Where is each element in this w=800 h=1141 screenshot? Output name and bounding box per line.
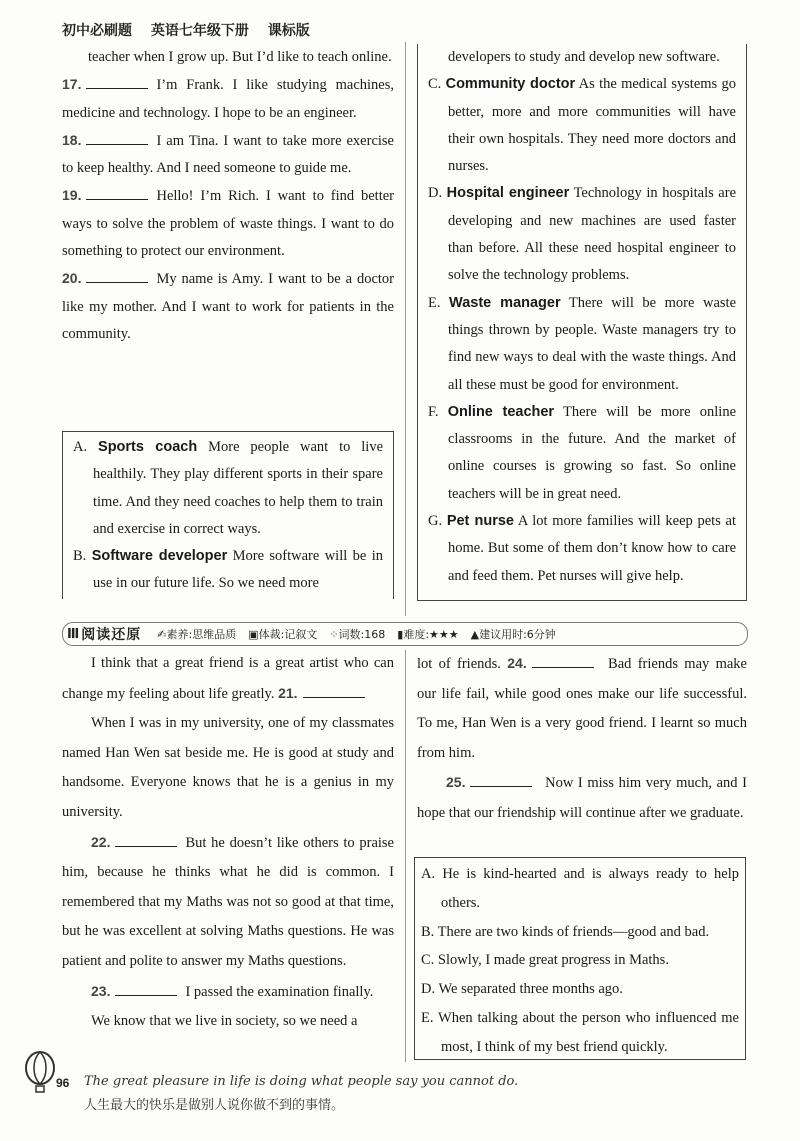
option-item [428,399,736,508]
paragraph-text: I think that a great friend is a great artist who can change my feeling about life greatly. [62,655,394,702]
option-title: Software developer [91,548,228,565]
page-header [62,20,762,40]
answer-blank[interactable] [115,983,177,996]
book-name: 初中必刷题 [62,23,132,39]
paragraph-text: We know that we live in society, so we need a [91,1013,358,1030]
choice-text: We separated three months ago. [438,981,623,998]
option-item [428,71,736,180]
option-b-continuation: developers to study and develop new software. [448,49,720,65]
answer-blank[interactable] [86,187,148,200]
answer-blank[interactable] [303,685,365,698]
passage-paragraph [62,977,394,1008]
paragraph-text: But he doesn’t like others to praise him, because he thinks what he did is common. I remembered that my Maths was not so good at that time, but he was excellent at solving Maths questions. He was patient and polite to answer my Maths questions. [62,834,394,969]
page-number: 96 [56,1076,70,1090]
question-number: 17. [62,76,82,93]
choice-text: He is kind-hearted and is always ready to help others. [441,866,740,911]
passage-paragraph: lot of friends. 24. Bad friends may make our life fail, while good ones make our life successful. To me, Han Wen is a very good friend. I learnt so much from him. [417,655,747,761]
choice-item [421,1004,739,1062]
choice-text: Slowly, I made great progress in Maths. [437,952,669,969]
choice-text: There are two kinds of friends—good and bad. [437,923,710,940]
section-title: 阅读还原 [81,627,142,643]
option-title: Community doctor [445,76,576,93]
answer-blank-25[interactable] [470,774,532,787]
option-title: Pet nurse [446,513,514,530]
option-text: There will be more online classrooms in the future. And the market of online courses is growing so fast. So online teachers will be in great need. [448,403,736,502]
option-letter: G. [428,513,443,530]
meta-quality: ✍素养:思维品质 [157,628,237,641]
top-left-column [62,44,394,348]
answer-blank[interactable] [115,834,177,847]
option-text: As the medical systems go better, more and more communities will have their own hospitals. They need more doctors and nurses. [448,76,736,175]
option-title: Hospital engineer [446,185,570,202]
passage-paragraph: 25. Now I miss him very much, and I hope that our friendship will continue after we graduate. [417,774,747,821]
answer-blank-24[interactable] [532,655,594,668]
option-text: A lot more families will keep pets at home. But some of them don’t know how to care and feed them. Pet nurses will give help. [448,513,736,584]
answer-blank[interactable] [86,270,148,283]
option-text: More people want to live healthily. They play different sports in their spare time. And they need coaches to help them to train and exercise in correct ways. [93,439,384,537]
subject-name: 英语七年级下册 [150,23,249,39]
section-bar-reading [62,622,748,646]
option-letter: B. [73,548,87,565]
passage-paragraph [62,709,394,827]
passage-paragraph [62,828,394,977]
blank-number: 22. [91,833,111,850]
option-item [73,543,383,598]
meta-words: ⁘词数:168 [329,628,386,641]
choice-item [421,918,739,947]
option-letter: D. [428,185,443,202]
choice-item [421,975,739,1004]
option-letter: C. [428,76,442,93]
meta-time: ▲建议用时:6分钟 [470,628,556,641]
edition-name: 课标版 [267,23,310,39]
option-item [428,290,736,399]
column-divider-bottom [405,650,406,1062]
choice-item [421,860,739,918]
question-item [62,71,394,127]
choice-letter: D. [421,981,436,998]
choice-item [421,946,739,975]
footer-quote-english: The great pleasure in life is doing what people say you cannot do. [84,1074,519,1089]
passage-paragraph [62,1007,394,1037]
passage-right [417,649,747,829]
passage-left [62,649,394,1037]
question-number: 19. [62,187,82,204]
option-letter: F. [428,403,439,420]
choice-text: When talking about the person who influenced me most, I think of my best friend quickly. [438,1009,739,1055]
option-text: There will be more waste things thrown by people. Waste managers try to find new ways to deal with the waste things. And all these must be good for environment. [448,294,737,393]
blank-number: 21. [278,684,298,701]
choice-letter: A. [421,866,436,882]
option-item [428,508,736,590]
meta-genre: ▣体裁:记叙文 [248,628,318,641]
question-text: Hello! I’m Rich. I want to find better ways to solve the problem of waste things. I want to do something to protect our environment. [62,188,394,260]
meta-difficulty: ▮难度:★★★ [397,628,459,641]
question-text: My name is Amy. I want to be a doctor like my mother. And I want to work for patients in the community. [62,271,394,342]
choice-letter: B. [421,923,435,940]
paragraph-text: I passed the examination finally. [185,983,374,1000]
option-text: More software will be in use in our future life. So we need more [93,548,384,592]
footer-quote-chinese: 人生最大的快乐是做别人说你做不到的事情。 [84,1098,345,1113]
option-title: Online teacher [447,403,555,420]
choices-box [414,857,746,1060]
column-divider-top [405,42,406,616]
blank-number-24: 24. [507,655,527,671]
blank-number-25: 25. [446,774,466,791]
options-box-right [417,44,747,601]
passage-paragraph [62,649,394,709]
choice-letter: E. [421,1009,434,1026]
question-text: I am Tina. I want to take more exercise to keep healthy. And I need someone to guide me. [62,132,394,177]
question-text: I’m Frank. I like studying machines, medicine and technology. I hope to be an engineer. [62,77,394,121]
option-text: Technology in hospitals are developing and new machines are used faster than before. All these need hospital engineer to solve the technology problems. [448,185,736,284]
question-number: 18. [62,131,82,148]
question-item [62,182,394,265]
question-item [62,127,394,183]
question-number: 20. [62,270,82,287]
answer-blank[interactable] [86,132,148,145]
section-number: Ⅲ [67,626,80,642]
option-item [73,434,383,543]
intro-continuation: teacher when I grow up. But I’d like to teach online. [88,49,392,65]
blank-number: 23. [91,982,111,999]
option-title: Waste manager [449,294,561,311]
option-letter: A. [73,439,88,455]
answer-blank[interactable] [86,76,148,89]
question-item [62,265,394,348]
options-box-left [62,431,394,599]
option-letter: E. [428,294,441,311]
option-title: Sports coach [98,439,198,455]
option-item [428,180,736,289]
paragraph-text: When I was in my university, one of my classmates named Han Wen sat beside me. He is good at study and handsome. Everyone knows that he is a genius in my university. [62,715,394,820]
choice-letter: C. [421,952,435,969]
